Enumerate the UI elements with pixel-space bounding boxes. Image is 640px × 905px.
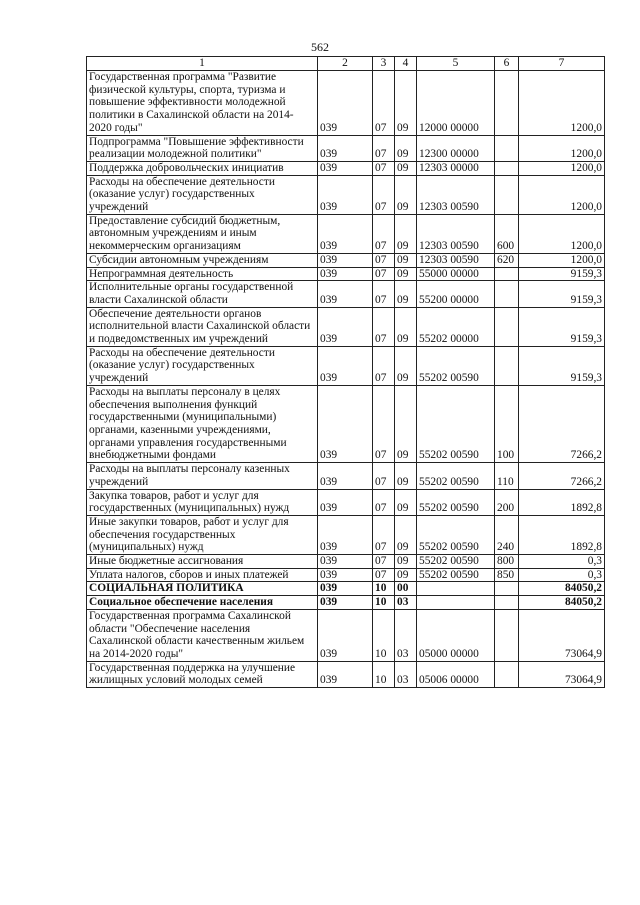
table-row (87, 515, 605, 554)
cell-c5: 55202 00000 (417, 307, 495, 346)
cell-c2: 039 (318, 161, 373, 175)
cell-c2: 039 (318, 214, 373, 253)
cell-c7: 1200,0 (519, 71, 605, 136)
cell-c5: 55000 00000 (417, 267, 495, 281)
cell-c4: 03 (395, 661, 417, 687)
cell-c7: 7266,2 (519, 385, 605, 462)
cell-c6 (495, 596, 519, 610)
cell-c6 (495, 135, 519, 161)
table-row (87, 175, 605, 214)
cell-c6: 200 (495, 489, 519, 515)
cell-c1: Иные закупки товаров, работ и услуг для обеспечения государственных (муниципальных) нужд (87, 515, 318, 554)
cell-c6: 850 (495, 568, 519, 582)
cell-c6 (495, 609, 519, 661)
budget-table (86, 56, 605, 688)
cell-c5: 55202 00590 (417, 568, 495, 582)
cell-c5: 12303 00590 (417, 214, 495, 253)
cell-c7: 1200,0 (519, 135, 605, 161)
cell-c6 (495, 661, 519, 687)
cell-c5 (417, 596, 495, 610)
cell-c3: 07 (373, 267, 395, 281)
page-number: 562 (311, 40, 329, 54)
table-row (87, 161, 605, 175)
header-row (87, 57, 605, 71)
cell-c2: 039 (318, 515, 373, 554)
cell-c7: 1200,0 (519, 253, 605, 267)
cell-c6: 240 (495, 515, 519, 554)
cell-c6: 600 (495, 214, 519, 253)
cell-c7: 1892,8 (519, 489, 605, 515)
cell-c1: Расходы на обеспечение деятельности (оказание услуг) государственных учреждений (87, 346, 318, 385)
cell-c4: 09 (395, 71, 417, 136)
cell-c6 (495, 346, 519, 385)
cell-c4: 09 (395, 568, 417, 582)
cell-c7: 9159,3 (519, 307, 605, 346)
cell-c2: 039 (318, 582, 373, 596)
cell-c1: Закупка товаров, работ и услуг для государственных (муниципальных) нужд (87, 489, 318, 515)
cell-c2: 039 (318, 568, 373, 582)
cell-c4: 09 (395, 161, 417, 175)
cell-c6: 100 (495, 385, 519, 462)
cell-c6 (495, 582, 519, 596)
cell-c1: Непрограммная деятельность (87, 267, 318, 281)
cell-c3: 07 (373, 214, 395, 253)
cell-c3: 07 (373, 175, 395, 214)
cell-c6 (495, 161, 519, 175)
cell-c6 (495, 71, 519, 136)
cell-c6: 800 (495, 555, 519, 569)
cell-c7: 0,3 (519, 568, 605, 582)
cell-c1: Расходы на выплаты персоналу в целях обеспечения выполнения функций государственными (муниципальными) органами, казенными учреждениями, органами управления государственными внебюджетными фондами (87, 385, 318, 462)
table-row (87, 555, 605, 569)
cell-c5: 05006 00000 (417, 661, 495, 687)
table-row (87, 609, 605, 661)
cell-c5: 55202 00590 (417, 555, 495, 569)
cell-c7: 84050,2 (519, 582, 605, 596)
table-row (87, 568, 605, 582)
cell-c4: 00 (395, 582, 417, 596)
table-row (87, 582, 605, 596)
table-row (87, 489, 605, 515)
cell-c4: 09 (395, 135, 417, 161)
cell-c2: 039 (318, 489, 373, 515)
table-row (87, 281, 605, 307)
cell-c1: Уплата налогов, сборов и иных платежей (87, 568, 318, 582)
cell-c1: СОЦИАЛЬНАЯ ПОЛИТИКА (87, 582, 318, 596)
cell-c3: 10 (373, 661, 395, 687)
cell-c2: 039 (318, 596, 373, 610)
header-cell: 7 (519, 57, 605, 71)
cell-c7: 73064,9 (519, 609, 605, 661)
cell-c2: 039 (318, 346, 373, 385)
table-row (87, 253, 605, 267)
cell-c5: 55202 00590 (417, 463, 495, 489)
cell-c4: 09 (395, 555, 417, 569)
cell-c1: Поддержка добровольческих инициатив (87, 161, 318, 175)
cell-c5: 12303 00590 (417, 253, 495, 267)
cell-c5 (417, 582, 495, 596)
cell-c1: Субсидии автономным учреждениям (87, 253, 318, 267)
cell-c6: 110 (495, 463, 519, 489)
cell-c3: 07 (373, 135, 395, 161)
table-row (87, 307, 605, 346)
table-row (87, 71, 605, 136)
cell-c3: 07 (373, 161, 395, 175)
cell-c4: 09 (395, 281, 417, 307)
cell-c2: 039 (318, 609, 373, 661)
cell-c7: 0,3 (519, 555, 605, 569)
cell-c2: 039 (318, 175, 373, 214)
cell-c1: Расходы на обеспечение деятельности (оказание услуг) государственных учреждений (87, 175, 318, 214)
cell-c7: 1200,0 (519, 161, 605, 175)
cell-c6 (495, 281, 519, 307)
cell-c2: 039 (318, 463, 373, 489)
cell-c3: 07 (373, 346, 395, 385)
cell-c5: 55202 00590 (417, 385, 495, 462)
cell-c1: Подпрограмма "Повышение эффективности реализации молодежной политики" (87, 135, 318, 161)
cell-c7: 9159,3 (519, 267, 605, 281)
cell-c3: 07 (373, 281, 395, 307)
cell-c3: 10 (373, 582, 395, 596)
table-row (87, 385, 605, 462)
cell-c1: Государственная программа "Развитие физической культуры, спорта, туризма и повышение эффективности молодежной политики в Сахалинской области на 2014-2020 годы" (87, 71, 318, 136)
cell-c3: 07 (373, 307, 395, 346)
cell-c4: 03 (395, 596, 417, 610)
table-row (87, 661, 605, 687)
cell-c5: 12303 00590 (417, 175, 495, 214)
cell-c1: Социальное обеспечение населения (87, 596, 318, 610)
header-cell: 5 (417, 57, 495, 71)
header-cell: 4 (395, 57, 417, 71)
cell-c7: 84050,2 (519, 596, 605, 610)
cell-c3: 07 (373, 385, 395, 462)
cell-c5: 55200 00000 (417, 281, 495, 307)
cell-c7: 1892,8 (519, 515, 605, 554)
cell-c3: 07 (373, 515, 395, 554)
cell-c3: 07 (373, 489, 395, 515)
cell-c3: 10 (373, 596, 395, 610)
cell-c1: Обеспечение деятельности органов исполнительной власти Сахалинской области и подведомственных им учреждений (87, 307, 318, 346)
cell-c7: 7266,2 (519, 463, 605, 489)
cell-c4: 09 (395, 253, 417, 267)
table-row (87, 463, 605, 489)
cell-c1: Государственная поддержка на улучшение жилищных условий молодых семей (87, 661, 318, 687)
cell-c7: 9159,3 (519, 281, 605, 307)
cell-c4: 03 (395, 609, 417, 661)
cell-c6 (495, 175, 519, 214)
cell-c1: Иные бюджетные ассигнования (87, 555, 318, 569)
cell-c5: 12300 00000 (417, 135, 495, 161)
header-cell: 2 (318, 57, 373, 71)
table-row (87, 346, 605, 385)
cell-c6: 620 (495, 253, 519, 267)
cell-c4: 09 (395, 307, 417, 346)
cell-c1: Исполнительные органы государственной власти Сахалинской области (87, 281, 318, 307)
cell-c3: 07 (373, 555, 395, 569)
cell-c1: Расходы на выплаты персоналу казенных учреждений (87, 463, 318, 489)
cell-c4: 09 (395, 175, 417, 214)
cell-c2: 039 (318, 385, 373, 462)
cell-c4: 09 (395, 463, 417, 489)
cell-c2: 039 (318, 135, 373, 161)
cell-c2: 039 (318, 71, 373, 136)
cell-c4: 09 (395, 214, 417, 253)
cell-c7: 9159,3 (519, 346, 605, 385)
cell-c2: 039 (318, 253, 373, 267)
cell-c1: Предоставление субсидий бюджетным, автономным учреждениям и иным некоммерческим организациям (87, 214, 318, 253)
header-cell: 1 (87, 57, 318, 71)
table-row (87, 596, 605, 610)
cell-c6 (495, 307, 519, 346)
cell-c2: 039 (318, 661, 373, 687)
cell-c4: 09 (395, 515, 417, 554)
cell-c3: 07 (373, 463, 395, 489)
cell-c3: 10 (373, 609, 395, 661)
cell-c3: 07 (373, 253, 395, 267)
table-row (87, 214, 605, 253)
cell-c7: 1200,0 (519, 175, 605, 214)
cell-c5: 12303 00000 (417, 161, 495, 175)
cell-c5: 55202 00590 (417, 489, 495, 515)
cell-c4: 09 (395, 489, 417, 515)
cell-c1: Государственная программа Сахалинской области "Обеспечение населения Сахалинской области качественным жильем на 2014-2020 годы" (87, 609, 318, 661)
cell-c3: 07 (373, 568, 395, 582)
cell-c2: 039 (318, 555, 373, 569)
cell-c2: 039 (318, 281, 373, 307)
cell-c3: 07 (373, 71, 395, 136)
cell-c6 (495, 267, 519, 281)
cell-c2: 039 (318, 267, 373, 281)
cell-c4: 09 (395, 267, 417, 281)
table-row (87, 135, 605, 161)
cell-c5: 55202 00590 (417, 515, 495, 554)
header-cell: 6 (495, 57, 519, 71)
cell-c5: 55202 00590 (417, 346, 495, 385)
cell-c7: 73064,9 (519, 661, 605, 687)
cell-c5: 05000 00000 (417, 609, 495, 661)
header-cell: 3 (373, 57, 395, 71)
cell-c7: 1200,0 (519, 214, 605, 253)
cell-c4: 09 (395, 346, 417, 385)
cell-c4: 09 (395, 385, 417, 462)
cell-c2: 039 (318, 307, 373, 346)
cell-c5: 12000 00000 (417, 71, 495, 136)
table-row (87, 267, 605, 281)
